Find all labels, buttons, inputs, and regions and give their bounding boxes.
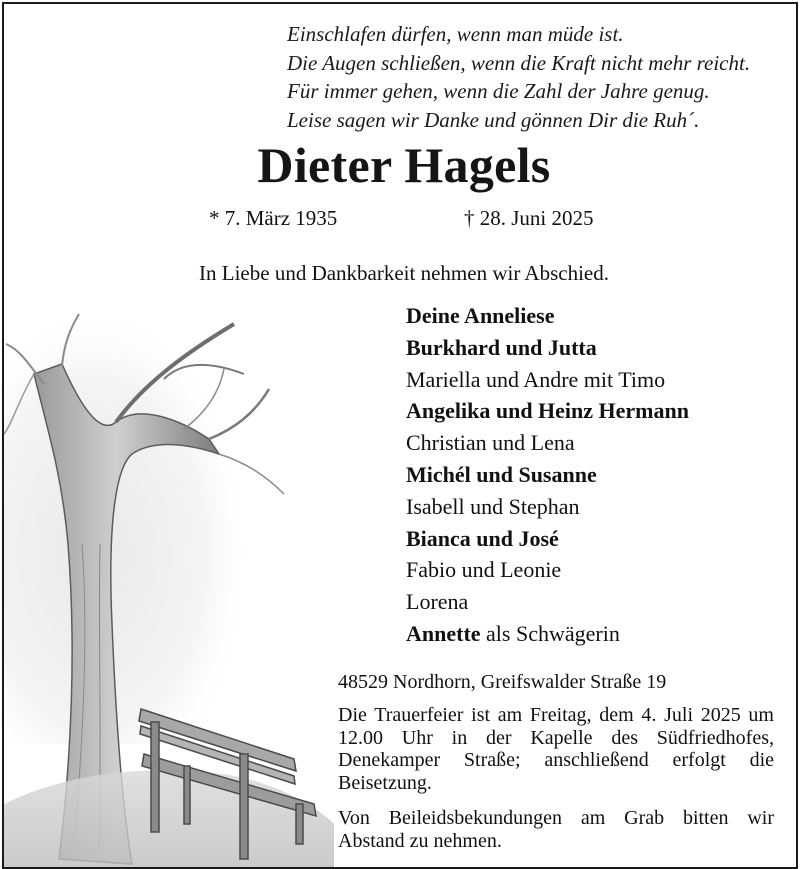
family-entry (406, 523, 689, 555)
poem-line: Leise sagen wir Danke und gönnen Dir die Ruh´. (287, 107, 700, 132)
family-entry (406, 364, 689, 396)
family-entry (406, 491, 689, 523)
family-name: Christian und Lena (406, 430, 575, 456)
family-suffix: als Schwägerin (480, 620, 620, 646)
family-entry (406, 300, 689, 332)
family-entry (406, 554, 689, 586)
poem-line: Für immer gehen, wenn die Zahl der Jahre genug. (287, 79, 710, 103)
family-name: Angelika und Heinz Hermann (406, 398, 689, 424)
obituary-notice (2, 2, 798, 869)
family-name: Mariella und Andre mit Timo (406, 366, 666, 392)
poem (287, 20, 750, 134)
family-list (406, 300, 689, 650)
birth-date: * 7. März 1935 (209, 206, 338, 230)
farewell-line: In Liebe und Dankbarkeit nehmen wir Abschied. (199, 261, 609, 285)
family-entry (406, 586, 689, 618)
family-entry (406, 618, 689, 650)
condolence-note: Von Beileidsbekundungen am Grab bitten wir Abstand zu nehmen. (338, 807, 774, 852)
poem-line: Die Augen schließen, wenn die Kraft nicht mehr reicht. (287, 50, 751, 75)
ground (4, 770, 334, 869)
death-date: † 28. Juni 2025 (464, 206, 594, 230)
family-name: Lorena (406, 589, 469, 615)
tree-bench-illustration (4, 304, 344, 869)
family-entry (406, 427, 689, 459)
deceased-name: Dieter Hagels (257, 137, 551, 193)
family-name: Michél und Susanne (406, 461, 597, 487)
family-entry (406, 332, 689, 364)
poem-line: Einschlafen dürfen, wenn man müde ist. (287, 22, 624, 46)
family-name: Bianca und José (406, 525, 559, 551)
family-name: Burkhard und Jutta (406, 334, 597, 360)
mourning-address: 48529 Nordhorn, Greifswalder Straße 19 (338, 671, 667, 693)
family-entry (406, 395, 689, 427)
family-entry (406, 459, 689, 491)
family-name: Annette (406, 620, 481, 646)
family-name: Deine Anneliese (406, 303, 555, 328)
family-name: Fabio und Leonie (406, 557, 562, 583)
family-name: Isabell und Stephan (406, 493, 580, 519)
funeral-details: Die Trauerfeier ist am Freitag, dem 4. Juli 2025 um 12.00 Uhr in der Kapelle des Südfriedhofes, Denekamper Straße; anschließend erfolgt die Beisetzung. (338, 704, 774, 794)
